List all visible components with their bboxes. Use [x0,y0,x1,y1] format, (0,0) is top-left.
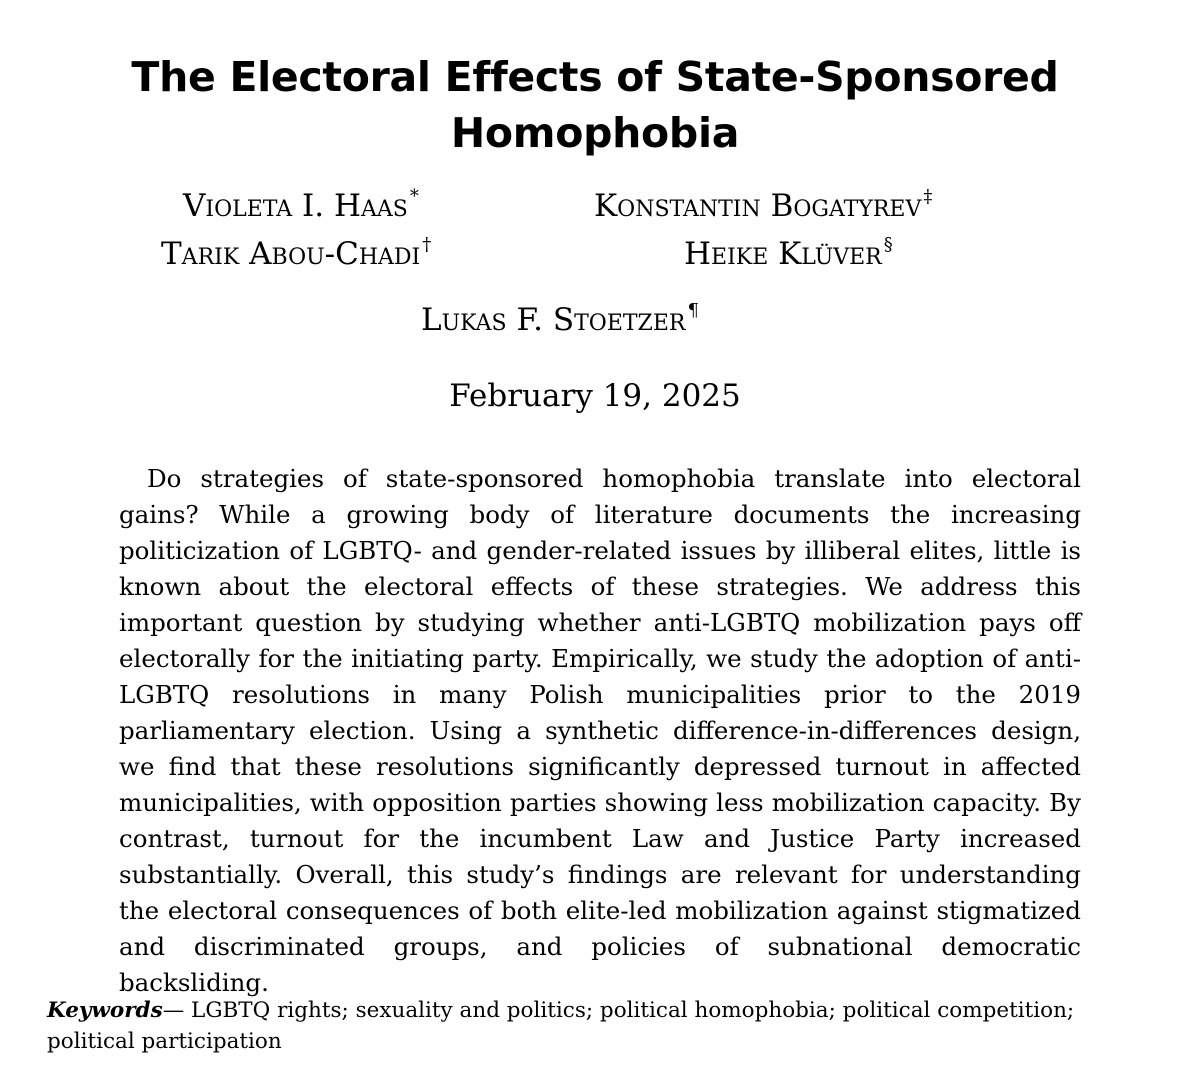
author-stoetzer [421,300,699,340]
author-name: Konstantin Bogatyrev [594,188,922,224]
abstract: Do strategies of state-sponsored homophobia translate into electoral gains? While a growing body of literature documents the increasing politicization of LGBTQ- and gender-related issues by illiberal elites, little is known about the electoral effects of these strategies. We address this important question by studying whether anti-LGBTQ mobilization pays off electorally for the initiating party. Empirically, we study the adoption of anti-LGBTQ resolutions in many Polish municipalities prior to the 2019 parliamentary election. Using a synthetic difference-in-differences design, we find that these resolutions significantly depressed turnout in affected municipalities, with opposition parties showing less mobilization capacity. By contrast, turnout for the incumbent Law and Justice Party increased substantially. Overall, this study’s findings are relevant for understanding the electoral consequences of both elite-led mobilization against stigmatized and discriminated groups, and policies of subnational democratic backsliding. [119,464,1081,997]
author-footnote-mark[interactable]: ¶ [687,300,699,321]
author-abou-chadi [161,234,431,274]
keywords-separator: — [162,998,192,1023]
keywords-text: LGBTQ rights; sexuality and politics; political homophobia; political competition; political participation [47,998,1075,1054]
paper-title-line-1: The Electoral Effects of State-Sponsored [131,53,1059,102]
paper-title-line-2: Homophobia [450,109,740,158]
author-footnote-mark[interactable]: * [409,186,419,207]
author-bogatyrev [594,186,932,226]
publication-date: February 19, 2025 [449,378,741,414]
author-name: Heike Klüver [684,236,882,272]
author-name: Tarik Abou-Chadi [161,236,421,272]
author-footnote-mark[interactable]: § [883,234,893,255]
author-name: Lukas F. Stoetzer [421,302,686,338]
author-footnote-mark[interactable]: † [422,234,432,255]
author-kluver [684,234,893,274]
keywords-label: Keywords [47,998,163,1023]
author-footnote-mark[interactable]: ‡ [923,186,933,207]
author-haas [183,186,419,226]
paper-title [0,49,1190,161]
author-name: Violeta I. Haas [183,188,408,224]
keywords [47,995,1157,1057]
